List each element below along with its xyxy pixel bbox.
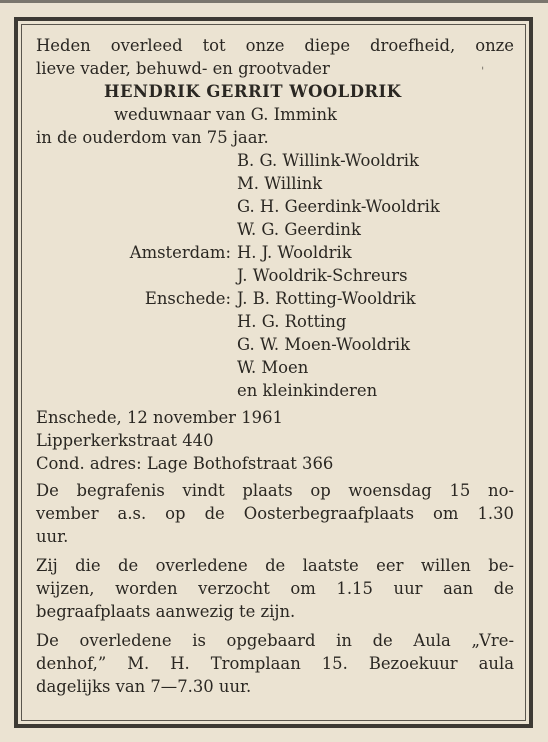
family-place: Enschede:: [144, 289, 231, 308]
family-place: [36, 218, 237, 241]
family-place: [36, 264, 237, 287]
family-name: H. G. Rotting: [237, 312, 347, 331]
home-address: Lipperkerkstraat 440: [36, 431, 214, 450]
funeral-line-2: vember a.s. op de Oosterbegraafplaats om 1.30: [36, 504, 514, 523]
family-place: [36, 310, 237, 333]
place-date: Enschede, 12 november 1961: [36, 408, 283, 427]
family-place: [36, 356, 237, 379]
family-row: [36, 287, 514, 310]
respects-line-3: begraafplaats aanwezig te zijn.: [36, 602, 296, 621]
family-row: [36, 195, 514, 218]
family-row: [36, 172, 514, 195]
family-row: [36, 218, 514, 241]
family-name: H. J. Wooldrik: [237, 243, 352, 262]
laid-out-line-1: De overledene is opgebaard in de Aula „Vre-: [36, 631, 514, 650]
print-speck: ˈ: [481, 65, 485, 79]
family-row: [36, 241, 514, 264]
family-name: M. Willink: [237, 174, 323, 193]
condolence-address: Cond. adres: Lage Bothofstraat 366: [36, 454, 334, 473]
family-row: [36, 310, 514, 333]
widower-of: weduwnaar van G. Immink: [114, 105, 337, 124]
laid-out-line-2: denhof,” M. H. Tromplaan 15. Bezoekuur aula: [36, 654, 514, 673]
family-row: [36, 379, 514, 402]
family-name: B. G. Willink-Wooldrik: [237, 151, 419, 170]
family-name: J. B. Rotting-Wooldrik: [237, 289, 416, 308]
family-place: [36, 379, 237, 402]
family-row: [36, 356, 514, 379]
intro-line-1: Heden overleed tot onze diepe droefheid, onze: [36, 36, 514, 55]
family-place: [36, 195, 237, 218]
family-name: W. Moen: [237, 358, 309, 377]
intro-line-2: lieve vader, behuwd- en grootvader: [36, 59, 330, 78]
laid-out-line-3: dagelijks van 7—7.30 uur.: [36, 677, 252, 696]
age-line: in de ouderdom van 75 jaar.: [36, 128, 269, 147]
family-name: W. G. Geerdink: [237, 220, 361, 239]
death-notice: [36, 34, 514, 698]
respects-line-1: Zij die de overledene de laatste eer willen be-: [36, 556, 514, 575]
deceased-name: HENDRIK GERRIT WOOLDRIK: [104, 82, 402, 101]
respects-line-2: wijzen, worden verzocht om 1.15 uur aan de: [36, 579, 514, 598]
family-place: Amsterdam:: [129, 243, 231, 262]
family-place: [36, 172, 237, 195]
family-list: [36, 149, 514, 402]
family-name: en kleinkinderen: [237, 381, 378, 400]
family-place: [36, 149, 237, 172]
family-row: [36, 333, 514, 356]
family-row: [36, 264, 514, 287]
family-place: [36, 333, 237, 356]
family-name: G. H. Geerdink-Wooldrik: [237, 197, 440, 216]
funeral-line-3: uur.: [36, 527, 69, 546]
family-name: J. Wooldrik-Schreurs: [237, 266, 408, 285]
family-name: G. W. Moen-Wooldrik: [237, 335, 411, 354]
family-row: [36, 149, 514, 172]
funeral-line-1: De begrafenis vindt plaats op woensdag 15 no-: [36, 481, 514, 500]
top-rule: [0, 0, 548, 3]
